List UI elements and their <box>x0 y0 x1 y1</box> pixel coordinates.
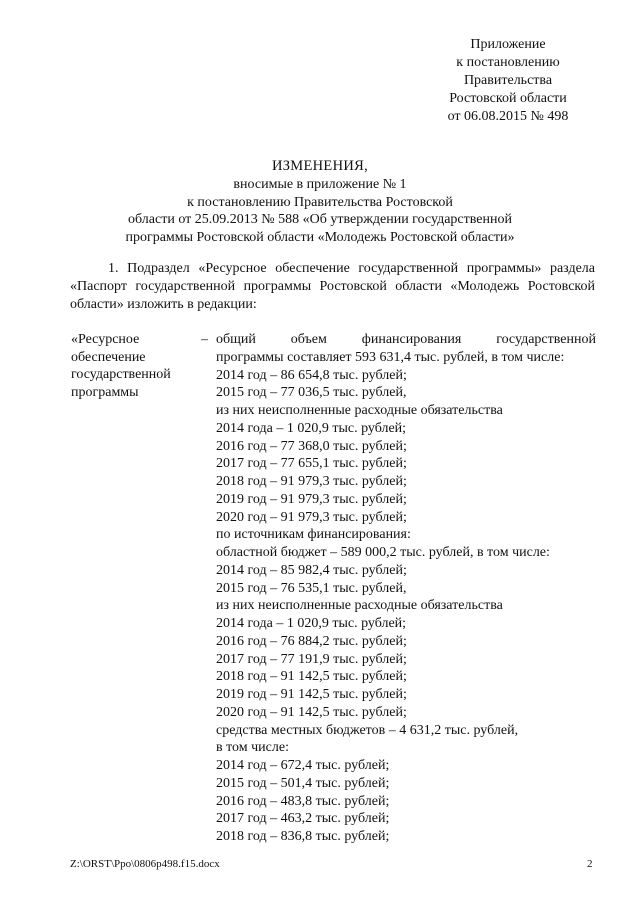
title-line: программы Ростовской области «Молодежь Ростовской области» <box>125 229 515 245</box>
content-line: 2017 год – 77 191,9 тыс. рублей; <box>216 651 407 667</box>
content-line: 2017 год – 463,2 тыс. рублей; <box>216 811 390 827</box>
resource-label <box>71 331 191 401</box>
appendix-line: от 06.08.2015 № 498 <box>447 109 569 124</box>
title-heading: ИЗМЕНЕНИЯ, <box>271 158 369 174</box>
label-line: «Ресурсное <box>71 332 140 347</box>
content-line: 2015 год – 76 535,1 тыс. рублей, <box>216 580 407 596</box>
resource-content <box>216 331 596 846</box>
title-line: вносимые в приложение № 1 <box>233 177 407 192</box>
content-line: 2018 год – 836,8 тыс. рублей; <box>216 829 390 844</box>
intro-text: 1. Подраздел «Ресурсное обеспечение государственной программы» раздела «Паспорт государственной программы Ростовской области «Молодежь Ростовской области» изложить в редакции: <box>70 261 595 312</box>
content-line: 2020 год – 91 142,5 тыс. рублей; <box>216 704 407 720</box>
title-line: области от 25.09.2013 № 588 «Об утверждении государственной <box>128 212 512 228</box>
first-line-word: общий <box>216 332 256 347</box>
content-line: 2014 год – 86 654,8 тыс. рублей; <box>216 367 407 383</box>
content-line: 2014 года – 1 020,9 тыс. рублей; <box>216 420 407 436</box>
content-line: из них неисполненные расходные обязательства <box>216 598 503 614</box>
content-line: областной бюджет – 589 000,2 тыс. рублей, в том числе: <box>216 545 550 560</box>
content-line: 2019 год – 91 142,5 тыс. рублей; <box>216 687 407 702</box>
label-dash: – <box>201 332 208 347</box>
content-line: 2016 год – 76 884,2 тыс. рублей; <box>216 633 407 649</box>
content-line: по источникам финансирования: <box>216 527 411 543</box>
footer-file-path: Z:\ORST\Ppo\0806p498.f15.docx <box>70 858 220 870</box>
content-line: 2017 год – 77 655,1 тыс. рублей; <box>216 456 407 472</box>
first-line-word: объем <box>290 332 327 347</box>
content-line: 2015 год – 77 036,5 тыс. рублей, <box>216 385 407 401</box>
content-line: 2018 год – 91 142,5 тыс. рублей; <box>216 669 407 685</box>
content-line: 2015 год – 501,4 тыс. рублей; <box>216 775 390 791</box>
content-line: в том числе: <box>216 740 289 756</box>
content-line: 2019 год – 91 979,3 тыс. рублей; <box>216 491 407 507</box>
label-line: программы <box>71 384 139 400</box>
content-line: 2016 год – 77 368,0 тыс. рублей; <box>216 438 407 454</box>
first-line-word: финансирования <box>361 332 462 347</box>
content-first-line <box>216 331 596 349</box>
footer-page-number: 2 <box>587 858 593 870</box>
content-line: 2020 год – 91 979,3 тыс. рублей; <box>216 509 407 525</box>
appendix-line: к постановлению <box>456 55 560 70</box>
label-line: обеспечение <box>71 349 146 365</box>
appendix-line: Правительства <box>463 73 553 88</box>
content-line: средства местных бюджетов – 4 631,2 тыс. рублей, <box>216 722 519 738</box>
document-title <box>80 158 560 246</box>
title-line: к постановлению Правительства Ростовской <box>187 194 453 210</box>
content-line: из них неисполненные расходные обязательства <box>216 403 503 418</box>
intro-paragraph <box>70 260 595 314</box>
content-line: 2014 год – 85 982,4 тыс. рублей; <box>216 562 407 578</box>
label-line: государственной <box>71 367 171 383</box>
appendix-line: Ростовской области <box>449 91 567 106</box>
content-line: 2016 год – 483,8 тыс. рублей; <box>216 793 390 809</box>
content-line: программы составляет 593 631,4 тыс. рублей, в том числе: <box>216 349 565 365</box>
content-line: 2018 год – 91 979,3 тыс. рублей; <box>216 474 407 489</box>
appendix-header <box>408 36 608 126</box>
content-line: 2014 год – 672,4 тыс. рублей; <box>216 758 390 773</box>
content-line: 2014 года – 1 020,9 тыс. рублей; <box>216 616 407 631</box>
appendix-line: Приложение <box>470 37 546 52</box>
first-line-word: государственной <box>496 332 596 347</box>
